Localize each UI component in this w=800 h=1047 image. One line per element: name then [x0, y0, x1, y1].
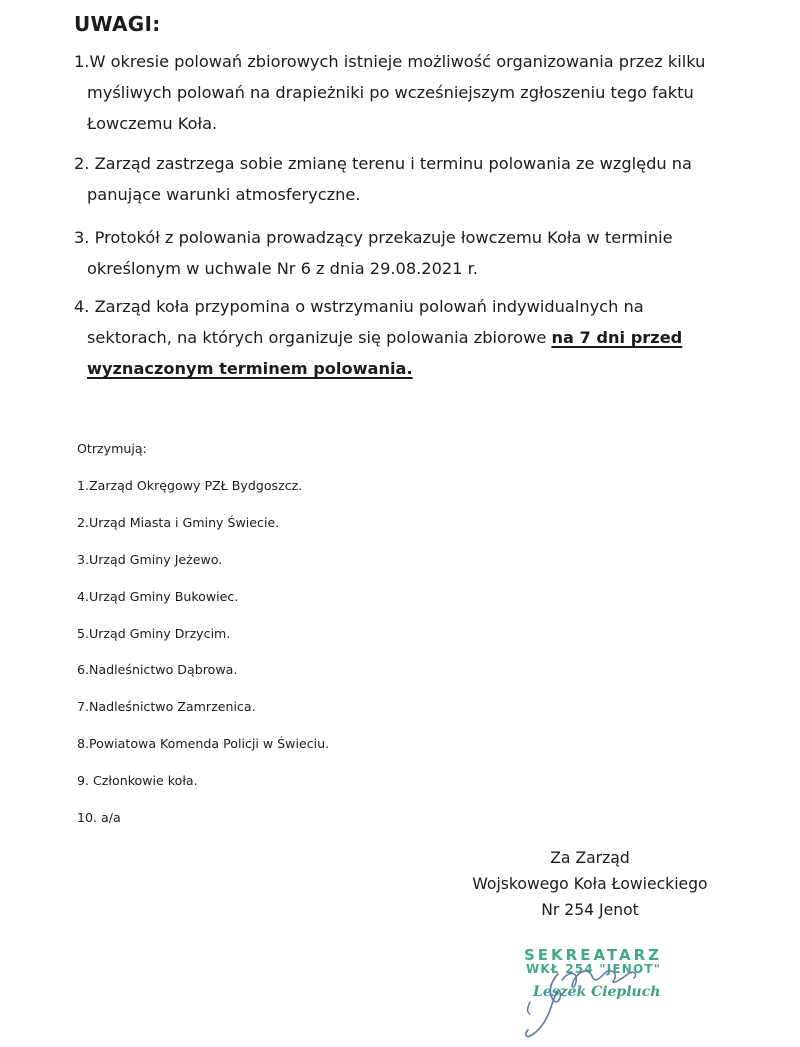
note-point-4-line-1: 4. Zarząd koła przypomina o wstrzymaniu polowań indywidualnych na	[74, 297, 644, 316]
note-point-4-emphasis-cont: wyznaczonym terminem polowania.	[87, 359, 413, 378]
signature-line-1: Za Zarząd	[550, 849, 630, 867]
page-title: UWAGI:	[74, 12, 161, 36]
list-item: 9. Członkowie koła.	[77, 773, 198, 788]
note-point-4-line-2	[74, 322, 682, 353]
note-point-4-line-3	[74, 353, 682, 384]
list-item: 4.Urząd Gminy Bukowiec.	[77, 589, 239, 604]
signature-line-2: Wojskowego Koła Łowieckiego	[472, 875, 708, 893]
note-point-2-line-1: 2. Zarząd zastrzega sobie zmianę terenu i terminu polowania ze względu na	[74, 154, 692, 173]
note-point-2	[74, 148, 692, 210]
signature-line-3: Nr 254 Jenot	[541, 901, 639, 919]
note-point-3-line-1: 3. Protokół z polowania prowadzący przekazuje łowczemu Koła w terminie	[74, 228, 673, 247]
note-point-4-line-2-text: sektorach, na których organizuje się polowania zbiorowe	[87, 328, 552, 347]
note-point-1	[74, 46, 705, 139]
list-item: 5.Urząd Gminy Drzycim.	[77, 626, 231, 641]
stamp-line-2: WKŁ 254 "JENOT"	[526, 962, 662, 976]
list-item: 7.Nadleśnictwo Zamrzenica.	[77, 699, 256, 714]
secretary-stamp	[500, 940, 690, 1040]
note-point-3-line-2: określonym w uchwale Nr 6 z dnia 29.08.2021 r.	[87, 259, 478, 278]
recipients-title: Otrzymują:	[77, 441, 147, 456]
list-item: 8.Powiatowa Komenda Policji w Świeciu.	[77, 736, 330, 751]
stamp-line-3: Leszek Ciepluch	[533, 984, 661, 1000]
handwritten-signature-icon	[500, 940, 690, 1040]
note-point-4	[74, 291, 682, 384]
list-item: 3.Urząd Gminy Jeżewo.	[77, 552, 223, 567]
note-point-4-emphasis: na 7 dni przed	[551, 328, 683, 347]
note-point-1-line-3: Łowczemu Koła.	[87, 114, 218, 133]
list-item: 6.Nadleśnictwo Dąbrowa.	[77, 662, 238, 677]
note-point-1-line-2: myśliwych polowań na drapieżniki po wcześniejszym zgłoszeniu tego faktu	[87, 83, 694, 102]
list-item: 10. a/a	[77, 810, 121, 825]
note-point-2-line-2: panujące warunki atmosferyczne.	[87, 185, 361, 204]
note-point-1-line-1: 1.W okresie polowań zbiorowych istnieje możliwość organizowania przez kilku	[74, 52, 706, 71]
stamp-line-1: SEKREATARZ	[524, 946, 663, 964]
list-item: 1.Zarząd Okręgowy PZŁ Bydgoszcz.	[77, 478, 303, 493]
list-item: 2.Urząd Miasta i Gminy Świecie.	[77, 515, 280, 530]
signature-block	[440, 845, 740, 923]
note-point-3	[74, 222, 673, 284]
